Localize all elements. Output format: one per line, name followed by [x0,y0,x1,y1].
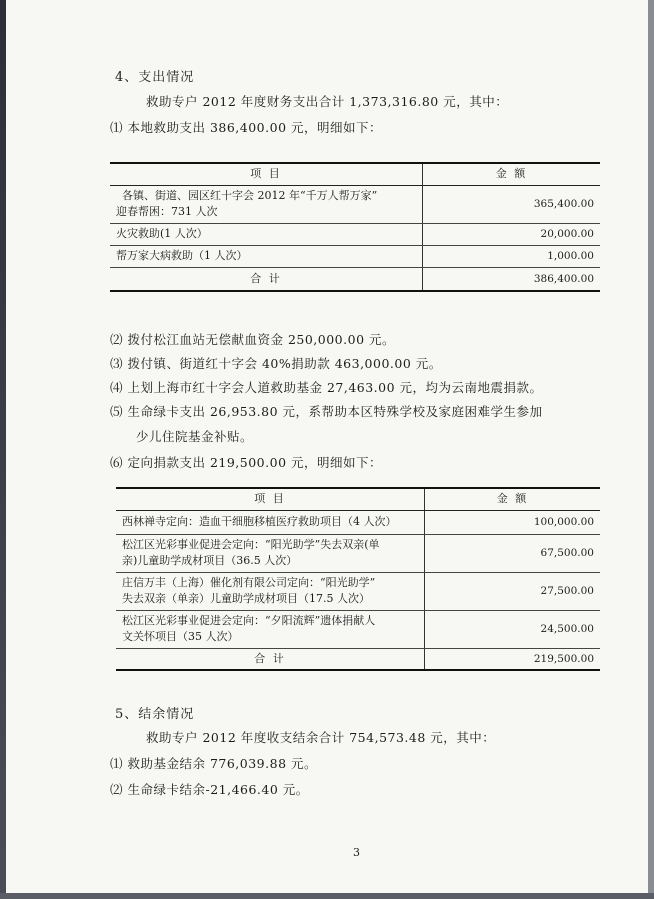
table-cell-amount: 20,000.00 [423,223,601,245]
table-cell-amount: 365,400.00 [423,185,601,223]
table2-header-item: 项 目 [116,488,425,510]
table-cell-amount: 27,500.00 [425,572,601,610]
balance-item-2: ⑵ 生命绿卡结余-21,466.40 元。 [110,782,309,797]
item-1-text: ⑴ 本地救助支出 386,400.00 元，明细如下： [110,120,382,135]
item-4-text: ⑷ 上划上海市红十字会人道救助基金 27,463.00 元，均为云南地震捐款。 [110,380,543,395]
table-row [116,510,600,534]
table-cell-amount: 24,500.00 [425,610,601,648]
table1-total-amount: 386,400.00 [533,272,594,285]
table2-total-label: 合 计 [116,648,425,670]
table1-total-label: 合 计 [110,267,423,291]
table-row [116,610,600,648]
table-cell-amount: 100,000.00 [425,510,601,534]
scan-edge-bottom [0,893,654,899]
item-5-continued: 少儿住院基金补贴。 [136,429,254,444]
scan-edge-right [648,0,654,899]
table2-header-amount: 金 额 [425,488,601,510]
table-cell-item: 松江区光彩事业促进会定向：“夕阳流辉”遗体捐献人 文关怀项目（35 人次） [116,610,425,648]
table-row [116,534,600,572]
directed-donation-table [116,487,600,671]
table-total-row [116,648,600,670]
table-row [110,223,600,245]
table-cell-item: 火灾救助(1 人次） [110,223,423,245]
table-cell-amount: 1,000.00 [423,245,601,267]
item-5-text: ⑸ 生命绿卡支出 26,953.80 元，系帮助本区特殊学校及家庭困难学生参加 [110,404,543,419]
table2-total-amount: 219,500.00 [533,652,594,665]
table-total-row [110,267,600,291]
section-5-intro: 救助专户 2012 年度收支结余合计 754,573.48 元，其中： [146,730,496,745]
section-4-heading: 4、支出情况 [115,70,195,85]
item-6-text: ⑹ 定向捐款支出 219,500.00 元，明细如下： [110,455,382,470]
item-2-text: ⑵ 拨付松江血站无偿献血资金 250,000.00 元。 [110,332,395,347]
table-cell-item: 各镇、街道、园区红十字会 2012 年“千万人帮万家” 迎春帮困：731 人次 [110,185,423,223]
balance-item-1: ⑴ 救助基金结余 776,039.88 元。 [110,756,317,771]
page-number: 3 [353,846,360,859]
section-5-heading: 5、结余情况 [115,707,195,722]
local-aid-table [110,162,600,292]
item-3-text: ⑶ 拨付镇、街道红十字会 40%捐助款 463,000.00 元。 [110,356,442,371]
table-cell-item: 西林禅寺定向：造血干细胞移植医疗救助项目（4 人次） [116,510,425,534]
table1-header-item: 项 目 [110,163,423,185]
section-4-intro: 救助专户 2012 年度财务支出合计 1,373,316.80 元，其中： [146,94,509,109]
table-cell-amount: 67,500.00 [425,534,601,572]
table-cell-item: 庄信万丰（上海）催化剂有限公司定向：“阳光助学” 失去双亲（单亲）儿童助学成材项目（17.5 人次） [116,572,425,610]
table1-header-amount: 金 额 [423,163,601,185]
table-row [110,245,600,267]
table-row [116,572,600,610]
table-cell-item: 松江区光彩事业促进会定向：“阳光助学”失去双亲(单 亲)儿童助学成材项目（36.5 人次） [116,534,425,572]
table-cell-item: 帮万家大病救助（1 人次） [110,245,423,267]
table-row [110,185,600,223]
